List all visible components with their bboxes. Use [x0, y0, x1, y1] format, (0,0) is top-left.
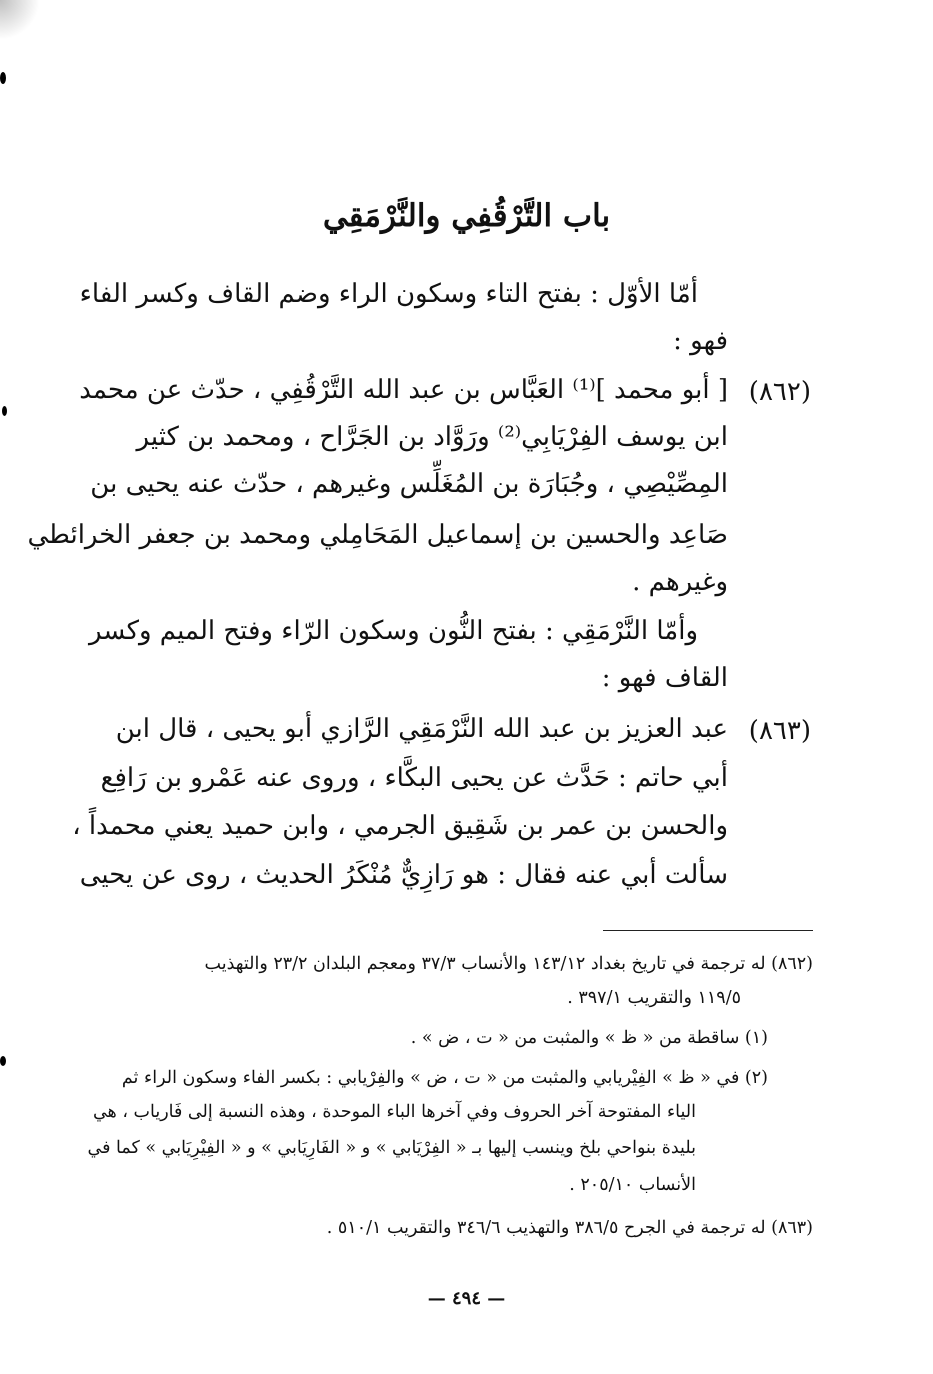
footnote-2-line-3: بليدة بنواحي بلخ وينسب إليها بـ « الفِرْيَابي » و « الفَارِيَابي » و « الفِيْرِيَابي » كما في: [87, 1138, 696, 1158]
footnote-862-line-1: (٨٦٢) له ترجمة في تاريخ بغداد ١٤٣/١٢ والأنساب ٣٧/٣ ومعجم البلدان ٢٣/٢ والتهذيب: [204, 954, 813, 974]
intro-line-1: أمّا الأوّل : بفتح التاء وسكون الراء وضم القاف وكسر الفاء: [79, 279, 698, 309]
entry-862-line-5: وغيرهم .: [632, 567, 728, 597]
chapter-heading: باب التَّرْقُفِي والنَّرْمَقِي: [322, 198, 611, 234]
footnote-2-line-2: الياء المفتوحة آخر الحروف وفي آخرها الباء الموحدة ، وهذه النسبة إلى فَارياب ، هي: [92, 1102, 696, 1122]
entry-863-line-4: سألت أبي عنه فقال : هو رَازِيٌّ مُنْكَرُ الحديث ، روى عن يحيى: [79, 860, 728, 890]
entry-862-line-1: [ أبو محمد ]⁽¹⁾ العَبَّاس بن عبد الله التَّرْقُفِي ، حدّث عن محمد: [79, 375, 728, 405]
page-number: — ٤٩٤ —: [427, 1288, 506, 1309]
scan-shadow: [0, 0, 40, 40]
entry-863-line-3: والحسن بن عمر بن شَقِيق الجرمي ، وابن حميد يعني محمداً ،: [72, 811, 728, 841]
scan-speck: [0, 72, 6, 84]
entry-862-line-3: المِصِّيْصِي ، وجُبَارَة بن المُغَلِّس وغيرهم ، حدّث عنه يحيى بن: [90, 469, 728, 499]
entry-number-862: (٨٦٢): [748, 377, 811, 407]
entry-863-line-2: أبي حاتم : حَدَّث عن يحيى البكَّاء ، وروى عنه عَمْرو بن رَافِع: [100, 763, 728, 793]
footnote-1: (١) ساقطة من « ظ » والمثبت من « ت ، ض » .: [410, 1028, 768, 1048]
footnote-863: (٨٦٣) له ترجمة في الجرح ٣٨٦/٥ والتهذيب ٣٤٦/٦ والتقريب ٥١٠/١ .: [326, 1218, 813, 1238]
footnote-2-line-4: الأنساب ٢٠٥/١٠ .: [569, 1175, 696, 1195]
intro-line-2: فهو :: [673, 326, 728, 356]
second-intro-line-2: القاف فهو :: [601, 663, 728, 693]
entry-863-line-1: عبد العزيز بن عبد الله النَّرْمَقِي الرَّازي أبو يحيى ، قال ابن: [115, 714, 728, 744]
scan-speck: [0, 1056, 6, 1066]
scan-speck: [2, 406, 7, 416]
footnote-2-line-1: (٢) في « ظ » الفِيْريابي والمثبت من « ت ، ض » والفِرْيابي : بكسر الفاء وسكون الراء ثم: [121, 1068, 768, 1088]
entry-number-863: (٨٦٣): [748, 716, 811, 746]
footnote-862-line-2: ١١٩/٥ والتقريب ٣٩٧/١ .: [567, 988, 741, 1008]
second-intro-line-1: وأمّا النَّرْمَقِي : بفتح النُّون وسكون الرّاء وفتح الميم وكسر: [89, 616, 698, 646]
footnote-separator: [603, 930, 813, 931]
entry-862-line-4: صَاعِد والحسين بن إسماعيل المَحَامِلي ومحمد بن جعفر الخرائطي: [27, 520, 728, 550]
entry-862-line-2: ابن يوسف الفِرْيَابِي⁽²⁾ ورَوَّاد بن الجَرَّاح ، ومحمد بن كثير: [136, 422, 728, 452]
